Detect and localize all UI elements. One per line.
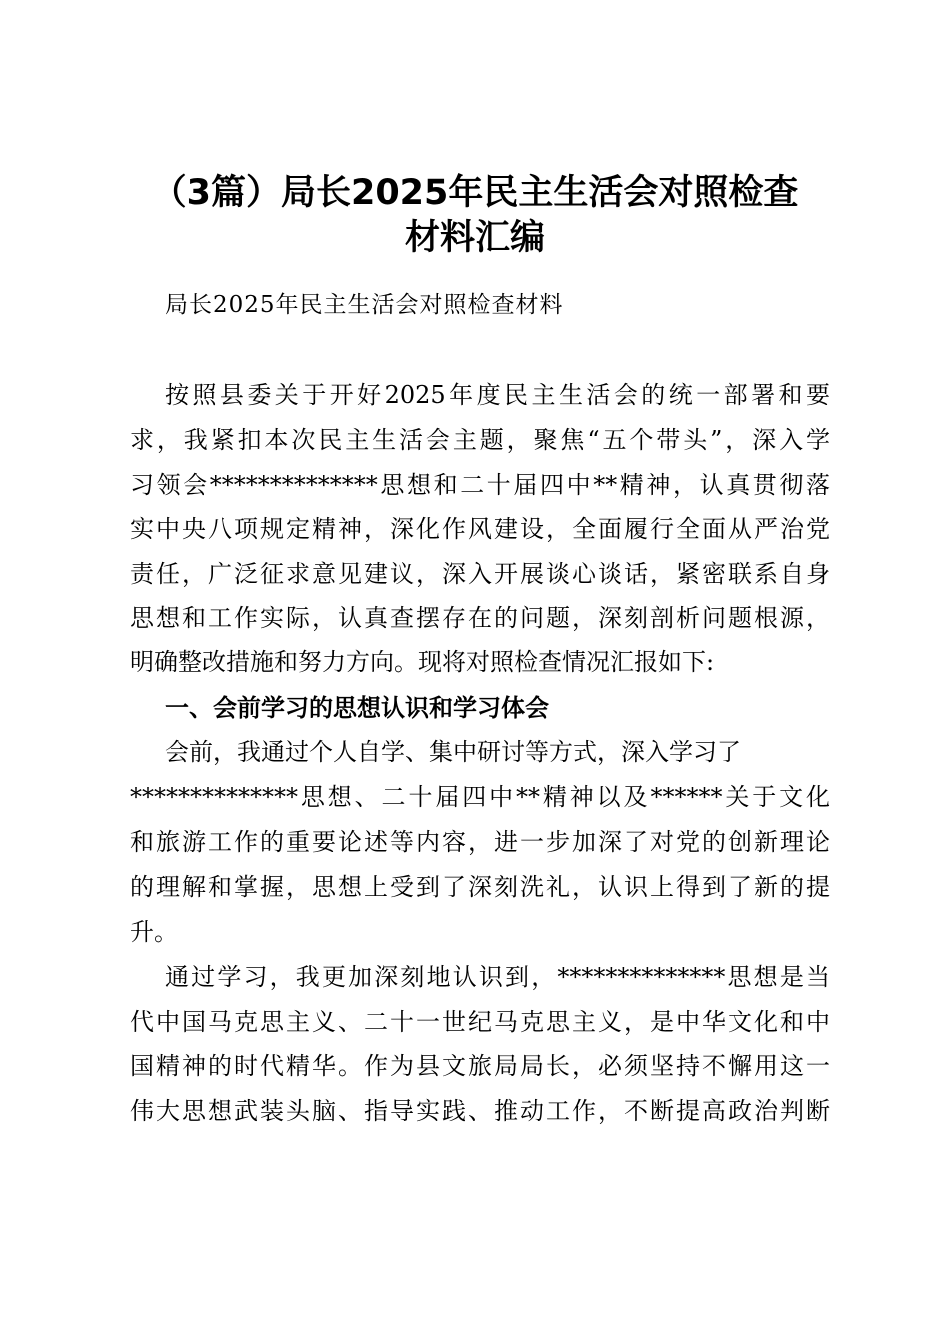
text-line: 实中央八项规定精神，深化作风建设，全面履行全面从严治党 [130, 515, 830, 543]
text-line: 习领会**************思想和二十届四中**精神，认真贯彻落 [130, 471, 830, 499]
title-line-1: （3篇）局长2025年民主生活会对照检查 [151, 173, 799, 213]
text-line: 会前，我通过个人自学、集中研讨等方式，深入学习了 [165, 738, 741, 766]
section-heading: 一、会前学习的思想认识和学习体会 [165, 694, 549, 722]
text-line: 升。 [130, 918, 178, 946]
title-line-2: 材料汇编 [404, 218, 545, 258]
text-line: 按照县委关于开好2025年度民主生活会的统一部署和要 [165, 381, 830, 409]
text-line: **************思想、二十届四中**精神以及******关于文化 [130, 783, 830, 811]
text-line: 明确整改措施和努力方向。现将对照检查情况汇报如下: [130, 648, 715, 676]
subtitle: 局长2025年民主生活会对照检查材料 [165, 292, 564, 318]
text-line: 和旅游工作的重要论述等内容，进一步加深了对党的创新理论 [130, 828, 830, 856]
text-line: 伟大思想武装头脑、指导实践、推动工作，不断提高政治判断 [130, 1097, 830, 1125]
text-line: 的理解和掌握，思想上受到了深刻洗礼，认识上得到了新的提 [130, 873, 830, 901]
text-line: 思想和工作实际，认真查摆存在的问题，深刻剖析问题根源， [130, 604, 830, 632]
text-line: 国精神的时代精华。作为县文旅局局长，必须坚持不懈用这一 [130, 1052, 830, 1080]
text-line: 求，我紧扣本次民主生活会主题，聚焦“五个带头”，深入学 [130, 426, 830, 454]
text-line: 通过学习，我更加深刻地认识到，**************思想是当 [165, 963, 830, 991]
text-line: 责任，广泛征求意见建议，深入开展谈心谈话，紧密联系自身 [130, 560, 830, 588]
text-line: 代中国马克思主义、二十一世纪马克思主义，是中华文化和中 [130, 1008, 830, 1036]
